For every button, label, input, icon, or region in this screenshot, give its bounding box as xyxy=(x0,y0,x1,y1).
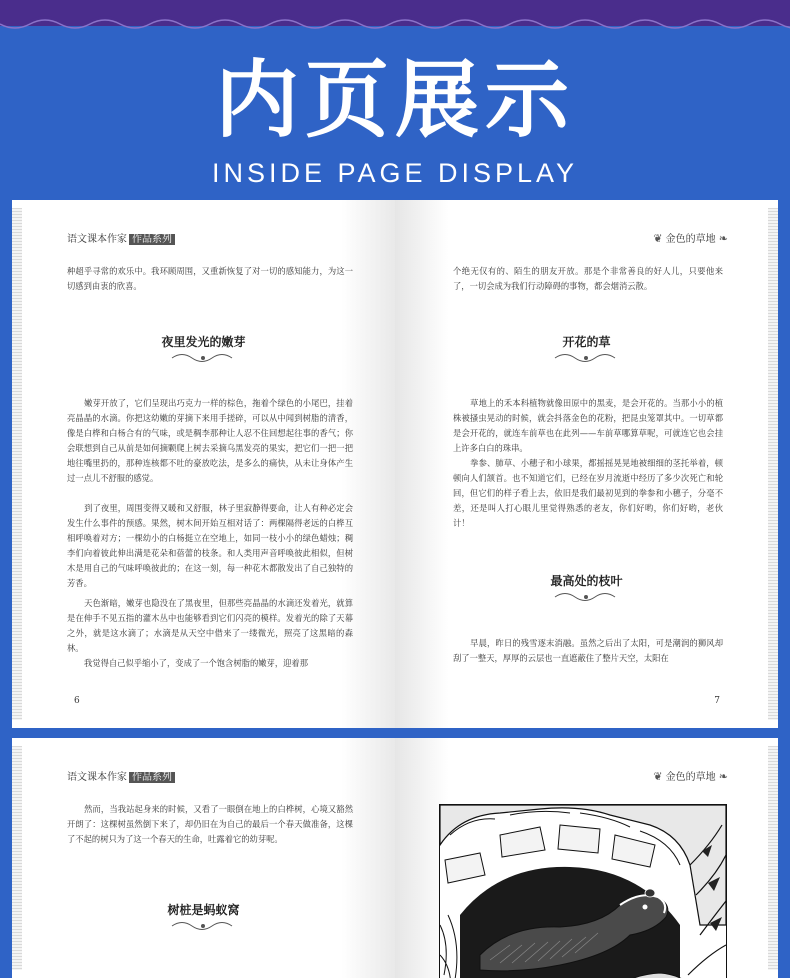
header-book-title: 语文课本作家 xyxy=(67,772,127,783)
laurel-left-icon: ❦ xyxy=(653,770,663,783)
page-edge xyxy=(768,746,778,970)
body-paragraph: 嫩芽开放了，它们呈现出巧克力一样的棕色，拖着个绿色的小尾巴，挂着亮晶晶的水滴。你把这幼嫩的芽摘下来用手搓碎，可以从中闻到树脂的清香，像是白桦和白杨合有的气味，或是稠李那种让人忍不住回想起往事的香气；你会联想到自己从前是如何摘颗爬上树去采摘乌黑发亮的果实，把它们一把一把地往嘴里扔的，那种连核都不吐的豪放吃法，是多么的痛快，从未让身体产生过一点儿不舒服的感觉。 xyxy=(67,398,353,483)
flourish-ornament xyxy=(12,919,395,933)
flourish-ornament xyxy=(395,351,778,365)
running-header-right xyxy=(653,768,728,783)
running-header-right xyxy=(653,230,728,245)
header-series-badge: 作品系列 xyxy=(129,234,175,245)
running-header-left xyxy=(67,230,175,245)
body-paragraph: 拳参、肺草、小穗子和小球果，都摇摇晃晃地被细细的茎托举着，顿顿向人们颔首。也不知道它们，已经在岁月流逝中经历了多少次死亡和轮回，但它们的样子看上去，依旧是我们最初见到的拳参和小穗子，分毫不差，还是叫人打心眼儿里觉得熟悉的老友，你们好哟，你们好哟，老伙计！ xyxy=(453,458,723,528)
right-page xyxy=(395,200,778,728)
laurel-left-icon: ❦ xyxy=(653,232,663,245)
page-edge xyxy=(12,208,22,720)
body-paragraph: 到了夜里，周围变得又暖和又舒服，林子里寂静得要命，让人有种必定会发生什么事件的预感。果然，树木间开始互相对话了：两棵隔得老远的白桦互相呼唤着对方；一棵幼小的白杨挺立在空地上，如同一枝小小的绿色蜡烛；稠李们向着彼此伸出满是花朵和蓓蕾的枝条。和人类用声音呼唤彼此相似，但树木是用自己的气味呼唤彼此的；在这一刻，每一种花木都散发出了自己独特的芳香。 xyxy=(67,503,353,588)
body-paragraph: 我觉得自己似乎缩小了，变成了一个饱含树脂的嫩芽，迎着那 xyxy=(84,658,309,668)
book-spread-2 xyxy=(12,738,778,978)
flourish-ornament xyxy=(12,351,395,365)
intro-paragraph: 种超乎寻常的欢乐中。我环顾周围，又重新恢复了对一切的感知能力，为这一切感到由衷的欣喜。 xyxy=(67,266,353,291)
header-series-badge: 作品系列 xyxy=(129,772,175,783)
laurel-right-icon: ❧ xyxy=(718,770,728,783)
banner-subtitle: INSIDE PAGE DISPLAY xyxy=(211,158,579,188)
section-title: 开花的草 xyxy=(562,335,611,349)
wave-decoration xyxy=(0,14,790,38)
section-title: 最高处的枝叶 xyxy=(550,574,623,588)
running-header-left xyxy=(67,768,175,783)
body-paragraph: 然而，当我站起身来的时候，又看了一眼倒在地上的白桦树，心境又豁然开朗了：这棵树虽然倒下来了，却仍旧在为自己的最后一个春天做准备，这棵了不起的树只为了这一个春天的生命，吐露着它的幼芽呢。 xyxy=(67,804,353,844)
left-page xyxy=(12,738,395,978)
page-edge xyxy=(768,208,778,720)
body-paragraph: 草地上的禾本科植物就像田原中的黑麦，是会开花的。当那小小的植株被搔虫晃动的时候，就会抖落金色的花粉，把昆虫笼罩其中。一切草都是会开花的，就连车前草也在此列——车前草哪算草呢，可就连它也会挂上许多白白的珠串。 xyxy=(453,398,723,453)
body-paragraph: 天色渐暗，嫩芽也隐没在了黑夜里，但那些亮晶晶的水滴还发着光，就算是在伸手不见五指的灌木丛中也能够看到它们闪亮的模样。发着光的除了天幕之外，就是这水滴了；水滴是从天空中借来了一缕微光，照亮了这黑暗的森林。 xyxy=(67,598,353,653)
banner-title: 内页展示 xyxy=(214,51,575,149)
section-title: 夜里发光的嫩芽 xyxy=(161,335,246,349)
right-page xyxy=(395,738,778,978)
laurel-right-icon: ❧ xyxy=(718,232,728,245)
intro-paragraph: 个绝无仅有的、陌生的朋友开放。那是个非常善良的好人儿，只要他来了，一切会成为我们行动障碍的事物，都会烟消云散。 xyxy=(453,266,723,291)
page-number: 7 xyxy=(714,696,720,706)
header-chapter-title: 金色的草地 xyxy=(665,234,716,245)
header-chapter-title: 金色的草地 xyxy=(665,772,716,783)
body-paragraph: 早晨，昨日的残雪逐末消融。虽然之后出了太阳，可是潮润的狮风却刮了一整天，厚厚的云层也一直遮蔽住了整片天空，太阳在 xyxy=(453,638,723,663)
woodcut-illustration xyxy=(439,804,727,978)
page-edge xyxy=(12,746,22,970)
section-title: 树桩是蚂蚁窝 xyxy=(167,903,240,917)
left-page xyxy=(12,200,395,728)
book-spread-1 xyxy=(12,200,778,728)
animal-in-den-illustration xyxy=(440,805,726,978)
page-number: 6 xyxy=(74,696,80,706)
header-book-title: 语文课本作家 xyxy=(67,234,127,245)
flourish-ornament xyxy=(395,590,778,604)
